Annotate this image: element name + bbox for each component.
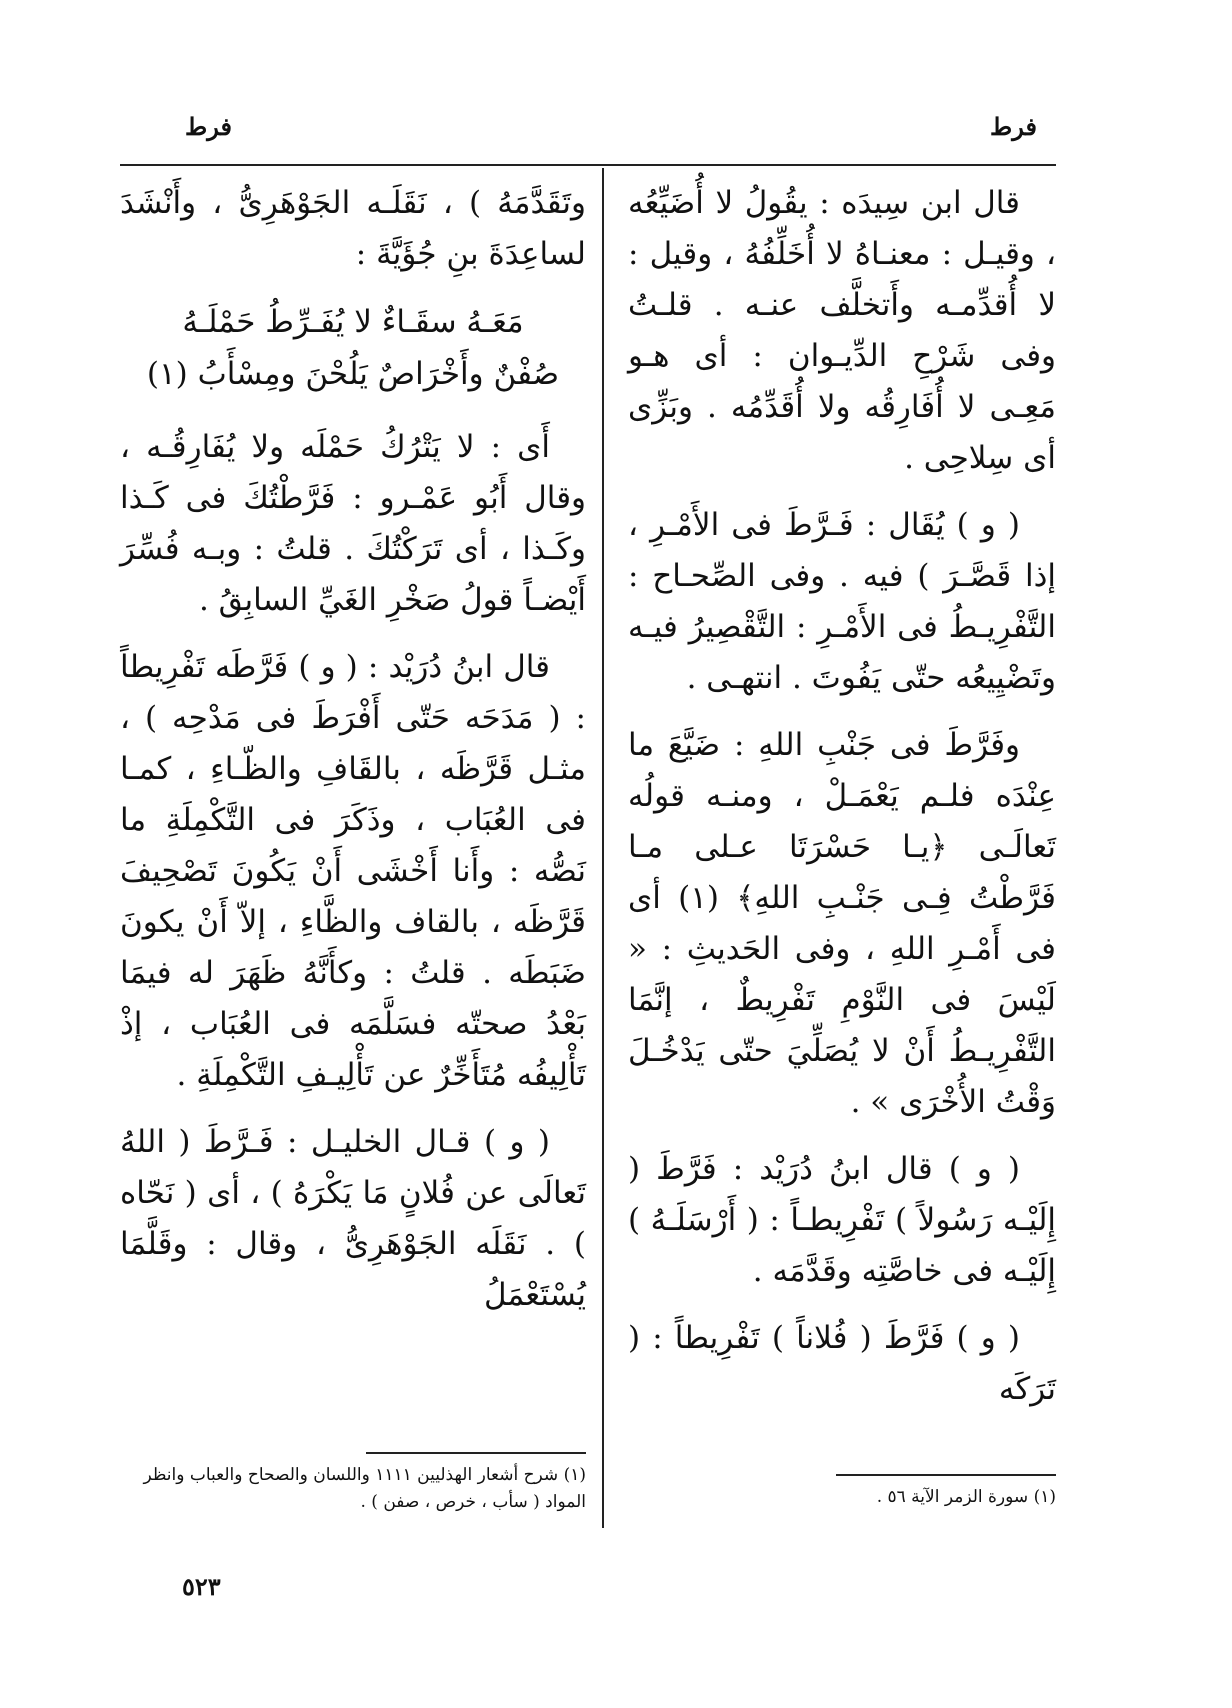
left-paragraph-1: أَى : لا يَتْرُكُ حَمْلَه ولا يُفَارِقُـه ، وقال أَبُو عَمْـرو : فَرَّطْتُكَ فى كَـذا وكَـذا ، أى تَرَكْتُكَ . قلتُ : وبـه فُسِّرَ أَيْضـاً قولُ صَخْرِ الغَيِّ السابِقُ . [120, 429, 586, 618]
poem-line-1: مَعَـهُ سقَـاءٌ لا يُفَـرِّطُ حَمْلَـهُ [182, 304, 524, 340]
header-keyword-left: فرط [185, 112, 232, 141]
poem-line-2: صُفْنٌ وأَخْرَاصٌ يَلُحْنَ ومِسْأَبُ (١) [146, 356, 560, 392]
right-paragraph-1: قال ابن سِيدَه : يقُولُ لا أُضَيِّعُه ، وقيـل : معنـاهُ لا أُخَلِّفُهُ ، وقيل : لا أُقدِّمـه وأَتخلَّف عنـه . قلـتُ وفى شَرْحِ الدِّيـوان : أى هـو مَعِـى لا أُفَارِقُه ولا أُقَدِّمُه . وبَزِّى أى سِلاحِى . [628, 185, 1056, 476]
right-paragraph-2: ( و ) يُقَال : فَـرَّطَ فى الأَمْـرِ ، إذا قَصَّـرَ ) فيه . وفى الصِّحـاح : التَّفْرِيـطُ فى الأَمْـرِ : التَّقْصِيرُ فيـه وتَضْيِيعُه حتّى يَفُوتَ . انتهـى . [628, 507, 1056, 696]
poem-verse [120, 296, 586, 400]
left-opening-paragraph: وتَقَدَّمَهُ ) ، نَقَلَـه الجَوْهَرِىُّ ، وأَنْشَدَ لساعِدَةَ بنِ جُؤَيَّةَ : [120, 185, 586, 272]
left-column [120, 178, 586, 1337]
column-divider [602, 168, 604, 1528]
right-paragraph-3: وفَرَّطَ فى جَنْبِ اللهِ : ضَيَّعَ ما عِنْدَه فلـم يَعْمَـلْ ، ومنـه قولُه تَعالَـى ﴿يـا حَسْرَتَا عـلى مـا فَرَّطْتُ فِـى جَنْـبِ اللهِ﴾ (١) أى فى أَمْـرِ اللهِ ، وفى الحَديثِ : « لَيْسَ فى النَّوْمِ تَفْرِيطٌ ، إنَّمَا التَّفْرِيـطُ أَنْ لا يُصَلِّيَ حتّى يَدْخُـلَ وَقْتُ الأُخْرَى » . [628, 727, 1056, 1120]
right-column [628, 178, 1056, 1431]
right-paragraph-5: ( و ) فَرَّطَ ( فُلاناً ) تَفْرِيطاً : ( تَرَكَه [628, 1320, 1056, 1407]
header-rule [120, 164, 1056, 166]
page-number: ٥٢٣ [182, 1572, 221, 1601]
left-footnote-rule [366, 1452, 586, 1454]
right-footnote-rule [836, 1474, 1056, 1476]
header-keyword-right: فرط [990, 112, 1037, 141]
left-paragraph-2: قال ابنُ دُرَيْد : ( و ) فَرَّطَه تَفْرِيطاً : ( مَدَحَه حَتّى أَفْرَطَ فى مَدْحِه ) ، مثـل قَرَّظَه ، بالقَافِ والظّـاءِ ، كمـا فى العُبَاب ، وذَكَرَ فى التَّكْمِلَةِ ما نَصُّه : وأَنا أَخْشَى أَنْ يَكُونَ تَصْحِيفَ قَرَّظَه ، بالقاف والظَّاءِ ، إلاّ أَنْ يكونَ ضَبَطَه . قلتُ : وكأَنَّهُ ظَهَرَ له فيمَا بَعْدُ صحتّه فسَلَّمَه فى العُبَاب ، إذْ تَأْلِيفُه مُتَأَخِّرٌ عن تَأْلِيـفِ التَّكْمِلَةِ . [120, 649, 586, 1093]
right-footnote: (١) سورة الزمر الآية ٥٦ . [876, 1487, 1056, 1507]
right-paragraph-4: ( و ) قال ابنُ دُرَيْد : فَرَّطَ ( إِلَيْـه رَسُولاً ) تَفْرِيطـاً : ( أَرْسَلَـهُ ) إِلَيْـه فى خاصَّتِه وقَدَّمَه . [628, 1151, 1056, 1289]
left-paragraph-3: ( و ) قـال الخليـل : فَـرَّطَ ( اللهُ تَعالَى عن فُلانٍ مَا يَكْرَهُ ) ، أى ( نَحّاه ) . نَقَلَه الجَوْهَرِىُّ ، وقال : وقَلَّمَا يُسْتَعْمَلُ [120, 1124, 586, 1313]
left-footnote: (١) شرح أشعار الهذليين ١١١١ واللسان والصحاح والعباب وانظر المواد ( سأب ، خرص ، صفن ) . [143, 1465, 586, 1512]
